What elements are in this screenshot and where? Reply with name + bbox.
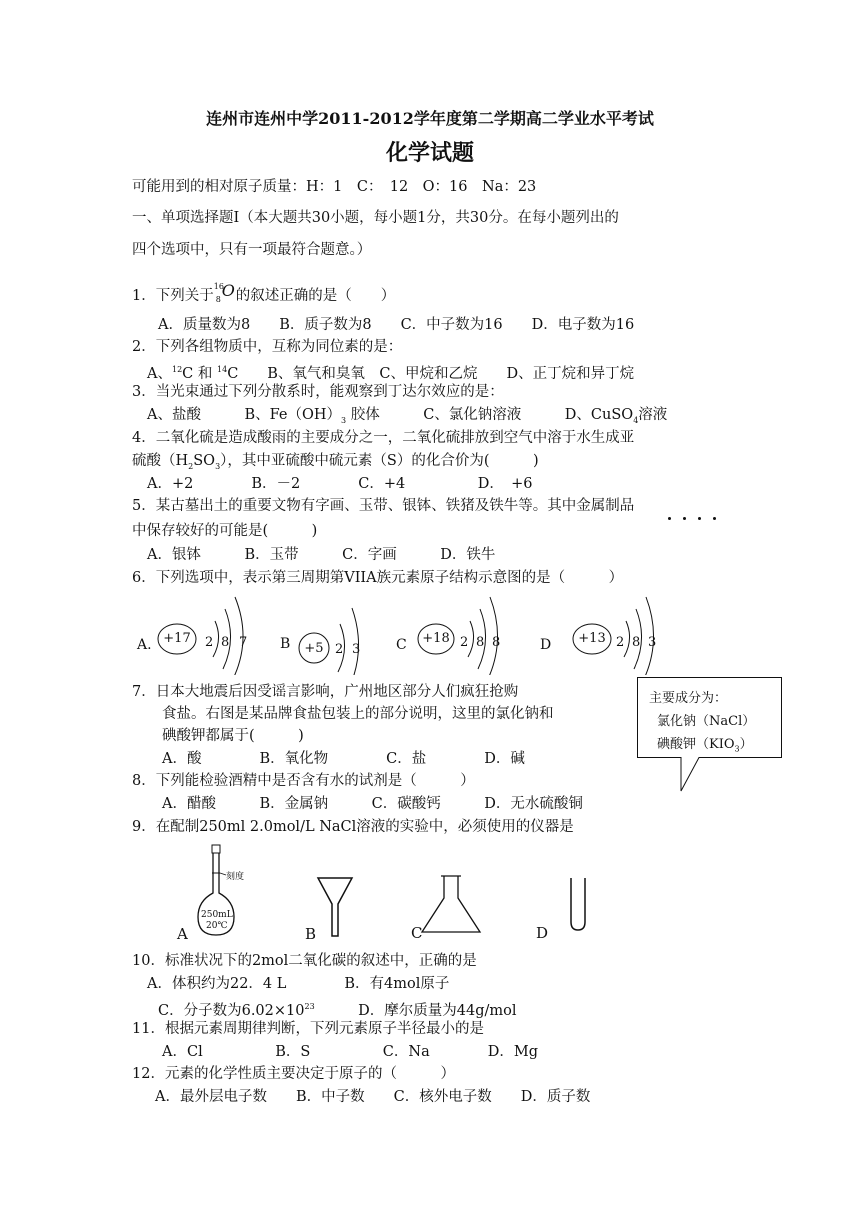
question-11-stem: 11．根据元素周期律判断，下列元素原子半径最小的是: [132, 1021, 484, 1037]
question-6-stem: 6．下列选项中，表示第三周期第VIIA族元素原子结构示意图的是（ ）: [132, 570, 624, 586]
section-heading-line2: 四个选项中，只有一项最符合题意。）: [132, 242, 372, 258]
emphasis-dot: [698, 517, 701, 520]
question-1-stem: 1．下列关于 16 8 O 的叙述正确的是（ ）: [132, 281, 396, 304]
isotope-symbol: 16 8 O: [213, 281, 235, 304]
question-10-options-1: A．体积约为22．4 L B．有4mol原子: [147, 976, 450, 992]
title-school: 连州市连州中学2011-2012学年度第二学期高二学业水平考试: [206, 109, 654, 128]
question-10-stem: 10．标准状况下的2mol二氧化碳的叙述中，正确的是: [132, 953, 477, 969]
conical-flask: C: [408, 862, 498, 947]
atom-shells: [137, 595, 267, 675]
emphasis-dot: [683, 517, 686, 520]
question-5-line1: 5．某古墓出土的重要文物有字画、玉带、银钵、铁猪及铁牛等。其中金属制品: [132, 498, 635, 514]
question-2-options: A、$^{12}$C 和 $^{14}$C B、氧气和臭氧 C、甲烷和乙烷 D、正丁烷和异丁烷: [147, 365, 635, 382]
emphasis-dot: [713, 517, 716, 520]
atom-diagram-c: C +18 2 8 8: [396, 595, 526, 675]
emphasis-dot: [668, 517, 671, 520]
question-3-stem: 3．当光束通过下列分散系时，能观察到丁达尔效应的是：: [132, 384, 504, 400]
question-5-options: A．银钵 B．玉带 C．字画 D．铁牛: [147, 547, 496, 563]
volumetric-flask: 刻度 250mL 20℃ A: [174, 843, 264, 943]
apparatus-label-b: B: [305, 925, 317, 943]
question-5-line2: 中保存较好的可能是( ): [132, 523, 318, 539]
salt-label-callout: 主要成分为： 氯化钠（NaCl） 碘酸钾$(KIO_3)$: [637, 677, 782, 757]
question-4-line2: 硫酸$(H_2SO_3)$，其中亚硫酸中硫元素（S）的化合价为( ): [132, 453, 539, 471]
atom-diagram-a: A. +17 2 8 7: [137, 595, 267, 675]
question-8-stem: 8．下列能检验酒精中是否含有水的试剂是（ ）: [132, 773, 475, 789]
question-8-options: A．醋酸 B．金属钠 C．碳酸钙 D．无水硫酸铜: [162, 796, 583, 812]
atomic-masses: 可能用到的相对原子质量：H：1 C： 12 O：16 Na：23: [132, 179, 537, 195]
test-tube: D: [530, 872, 600, 947]
question-12-stem: 12．元素的化学性质主要决定于原子的（ ）: [132, 1066, 455, 1082]
question-7-line1: 7．日本大地震后因受谣言影响，广州地区部分人们疯狂抢购: [132, 684, 519, 700]
question-7-line2: 食盐。右图是某品牌食盐包装上的部分说明，这里的氯化钠和: [162, 706, 554, 722]
atom-diagram-b: B +5 2 3: [280, 600, 390, 675]
question-3-options: A、盐酸 B、$Fe(OH)_3$ 胶体 C、氯化钠溶液 D、CuSO$_4$溶液: [147, 407, 668, 425]
question-11-options: A．Cl B．S C．Na D．Mg: [162, 1044, 538, 1060]
question-4-options: A．+2 B．－2 C．+4 D． +6: [147, 476, 533, 492]
question-9-stem: 9．在配制250ml 2.0mol/L NaCl溶液的实验中，必须使用的仪器是: [132, 819, 574, 835]
question-2-stem: 2．下列各组物质中，互称为同位素的是：: [132, 339, 403, 355]
question-7-options: A．酸 B．氧化物 C．盐 D．碱: [162, 751, 525, 767]
question-10-options-2: C．分子数为$6.02\times 10^{23}$ D．摩尔质量为44g/mol: [158, 1002, 517, 1019]
title-subject: 化学试题: [385, 140, 474, 166]
question-4-line1: 4．二氧化硫是造成酸雨的主要成分之一，二氧化硫排放到空气中溶于水生成亚: [132, 430, 635, 446]
atom-shells: [280, 600, 390, 675]
question-7-line3: 碘酸钾都属于( ): [162, 728, 304, 744]
question-1-options: A．质量数为8 B．质子数为8 C．中子数为16 D．电子数为16: [158, 317, 635, 333]
atom-diagram-d: D +13 2 8 3: [540, 595, 670, 675]
section-heading-line1: 一、单项选择题Ⅰ（本大题共30小题，每小题1分，共30分。在每小题列出的: [132, 210, 619, 226]
question-12-options: A．最外层电子数 B．中子数 C．核外电子数 D．质子数: [155, 1089, 591, 1105]
